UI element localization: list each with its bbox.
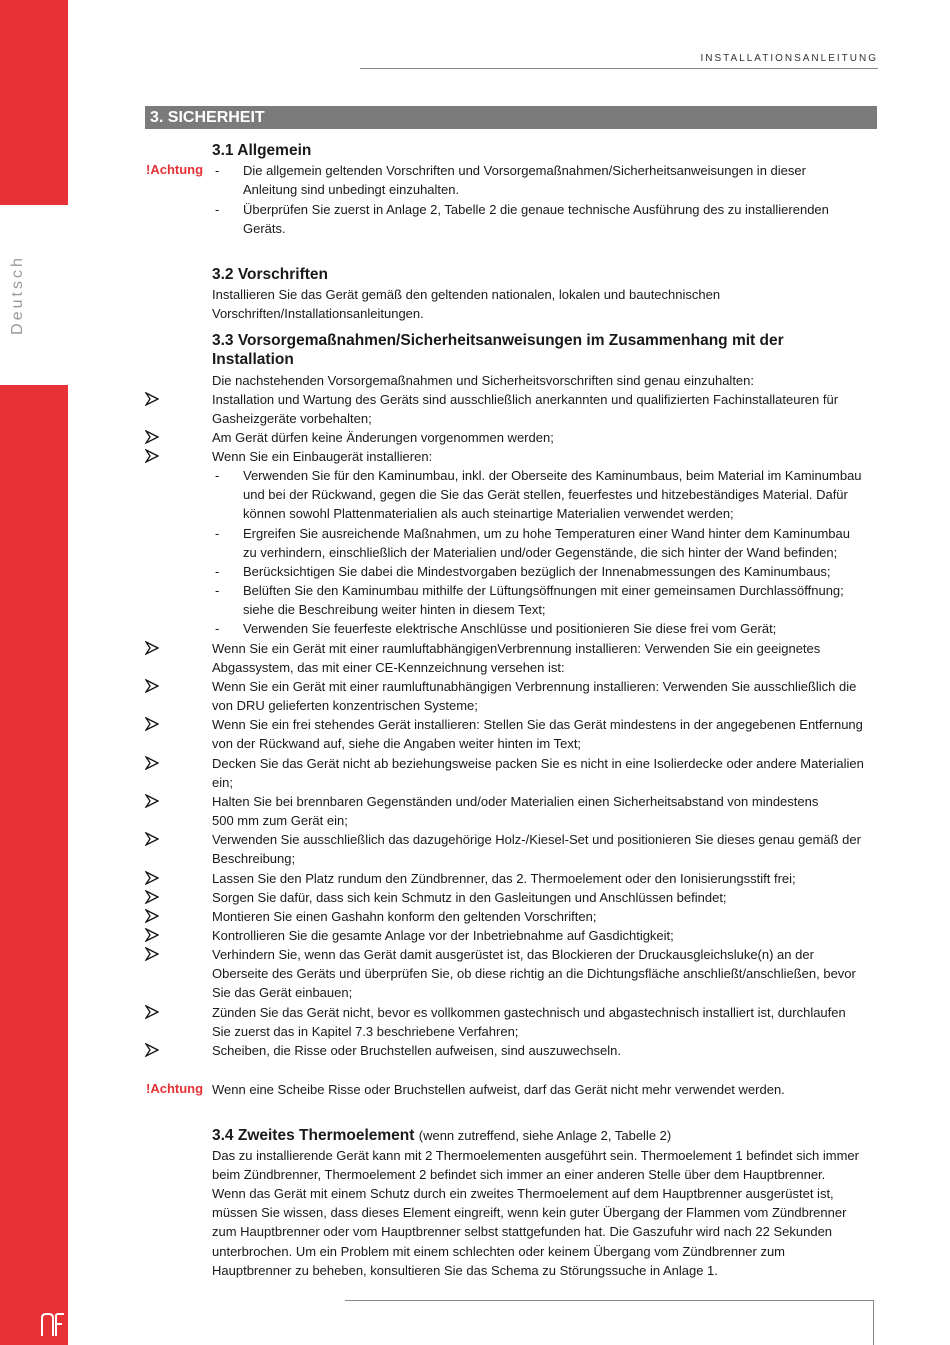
text-line: Zünden Sie das Gerät nicht, bevor es vollkommen gastechnisch und abgastechnisch installiert ist, durchlaufen bbox=[212, 1005, 846, 1020]
text-line: Scheiben, die Risse oder Bruchstellen aufweisen, sind auszuwechseln. bbox=[212, 1043, 622, 1058]
arrowhead-bullet-icon bbox=[145, 430, 159, 444]
arrowhead-bullet-icon bbox=[145, 641, 159, 655]
arrowhead-bullet-icon bbox=[145, 909, 159, 923]
text-line: Installation und Wartung des Geräts sind ausschließlich anerkannten und qualifizierten Fachinstallateuren für bbox=[212, 392, 839, 407]
text-line: Am Gerät dürfen keine Änderungen vorgenommen werden; bbox=[212, 430, 554, 445]
arrowhead-bullet-icon bbox=[145, 890, 159, 904]
sidebar-accent-top bbox=[0, 0, 68, 205]
text-line: Halten Sie bei brennbaren Gegenständen und/oder Materialien einen Sicherheitsabstand von mindestens bbox=[212, 794, 819, 809]
arrowhead-bullet-icon bbox=[145, 449, 159, 463]
text-line: Verhindern Sie, wenn das Gerät damit ausgerüstet ist, das Blockieren der Druckausgleichsluke(n) an der bbox=[212, 947, 814, 962]
dash-bullet: - bbox=[215, 468, 220, 483]
text-line: ein; bbox=[212, 775, 233, 790]
footer-rule-vertical bbox=[873, 1300, 874, 1345]
text-line: siehe die Beschreibung weiter hinten in diesem Text; bbox=[243, 602, 546, 617]
warning-label: !Achtung bbox=[146, 162, 204, 177]
text-line: Das zu installierende Gerät kann mit 2 Thermoelementen ausgeführt sein. Thermoelement 1 befindet sich immer bbox=[212, 1148, 859, 1163]
arrowhead-bullet-icon bbox=[145, 794, 159, 808]
text-line: Beschreibung; bbox=[212, 851, 296, 866]
dash-bullet: - bbox=[215, 526, 220, 541]
section-title: 3. SICHERHEIT bbox=[145, 106, 877, 129]
arrowhead-bullet-icon bbox=[145, 928, 159, 942]
text-line: Sorgen Sie dafür, dass sich kein Schmutz in den Gasleitungen und Anschlüssen befindet; bbox=[212, 890, 727, 905]
document-type: INSTALLATIONSANLEITUNG bbox=[700, 53, 878, 64]
arrowhead-bullet-icon bbox=[145, 947, 159, 961]
text-line: und bei der Rückwand, gegen die Sie das Gerät stellen, feuerfestes und hitzebeständiges Material. Dafür bbox=[243, 487, 848, 502]
header-rule bbox=[360, 68, 878, 69]
heading-3-4-note: (wenn zutreffend, siehe Anlage 2, Tabelle 2) bbox=[418, 1128, 672, 1143]
heading-3-4-title: 3.4 Zweites Thermoelement bbox=[212, 1127, 415, 1144]
text-line: Die allgemein geltenden Vorschriften und Vorsorgemaßnahmen/Sicherheitsanweisungen in dieser bbox=[243, 163, 806, 178]
text-line: Hauptbrenner zu beheben, konsultieren Sie das Schema zu Störungssuche in Anlage 1. bbox=[212, 1263, 718, 1278]
heading-3-3: 3.3 Vorsorgemaßnahmen/Sicherheitsanweisungen im Zusammenhang mit der bbox=[212, 332, 784, 349]
text-line: Verwenden Sie für den Kaminumbau, inkl. der Oberseite des Kaminumbaus, beim Material im Kaminumbau bbox=[243, 468, 862, 483]
dash-bullet: - bbox=[215, 202, 220, 217]
dash-bullet: - bbox=[215, 583, 220, 598]
text-line: Decken Sie das Gerät nicht ab beziehungsweise packen Sie es nicht in eine Isolierdecke oder andere Materialien bbox=[212, 756, 864, 771]
text-line: Oberseite des Geräts und überprüfen Sie, ob diese richtig an die Dichtungsfläche anschließt/anschließen, bevor bbox=[212, 966, 856, 981]
arrowhead-bullet-icon bbox=[145, 1005, 159, 1019]
text-line: von DRU gelieferten konzentrischen Systeme; bbox=[212, 698, 478, 713]
text-line: Wenn das Gerät mit einem Schutz durch ein zweites Thermoelement auf dem Hauptbrenner ausgerüstet ist, bbox=[212, 1186, 834, 1201]
text-line: Sie das Gerät einbauen; bbox=[212, 985, 353, 1000]
text-line: Sie zuerst das in Kapitel 7.3 beschriebene Verfahren; bbox=[212, 1024, 519, 1039]
arrowhead-bullet-icon bbox=[145, 756, 159, 770]
text-line: Wenn Sie ein frei stehendes Gerät installieren: Stellen Sie das Gerät mindestens in der angegebenen Entfernung bbox=[212, 717, 863, 732]
brand-logo-icon bbox=[40, 1312, 66, 1338]
text-line: Die nachstehenden Vorsorgemaßnahmen und Sicherheitsvorschriften sind genau einzuhalten: bbox=[212, 373, 755, 388]
dash-bullet: - bbox=[215, 621, 220, 636]
arrowhead-bullet-icon bbox=[145, 832, 159, 846]
text-line: beim Zündbrenner, Thermoelement 2 befindet sich immer an einer anderen Stelle über dem Hauptbrenner. bbox=[212, 1167, 826, 1182]
text-line: Wenn Sie ein Gerät mit einer raumluftunabhängigen Verbrennung installieren: Verwenden Sie ausschließlich die bbox=[212, 679, 857, 694]
text-line: Wenn Sie ein Gerät mit einer raumluftabhängigenVerbrennung installieren: Verwenden Sie ein geeignetes bbox=[212, 641, 821, 656]
text-line: zum Hauptbrenner oder vom Hauptbrenner selbst stattgefunden hat. Die Gaszufuhr wird nach 22 Sekunden bbox=[212, 1224, 833, 1239]
heading-3-4 bbox=[212, 1126, 671, 1145]
sidebar-accent-bottom bbox=[0, 385, 68, 1345]
arrowhead-bullet-icon bbox=[145, 392, 159, 406]
text-line: Anleitung sind unbedingt einzuhalten. bbox=[243, 182, 460, 197]
text-line: Berücksichtigen Sie dabei die Mindestvorgaben bezüglich der Innenabmessungen des Kaminumbaus; bbox=[243, 564, 831, 579]
text-line: Geräts. bbox=[243, 221, 286, 236]
text-line: 500 mm zum Gerät ein; bbox=[212, 813, 348, 828]
dash-bullet: - bbox=[215, 564, 220, 579]
text-line: zu verhindern, einschließlich der Materialien und/oder Gegenstände, die sich hinter der Wand befinden; bbox=[243, 545, 838, 560]
arrowhead-bullet-icon bbox=[145, 1043, 159, 1057]
warning-label: !Achtung bbox=[146, 1081, 204, 1096]
text-line: Abgassystem, das mit einer CE-Kennzeichnung versehen ist: bbox=[212, 660, 565, 675]
dash-bullet: - bbox=[215, 163, 220, 178]
text-line: Gasheizgeräte vorbehalten; bbox=[212, 411, 372, 426]
text-line: müssen Sie wissen, dass dieses Element eingreift, wenn kein guter Übergang der Flammen vom Zündbrenner bbox=[212, 1205, 847, 1220]
text-line: Belüften Sie den Kaminumbau mithilfe der Lüftungsöffnungen mit einer gemeinsamen Durchlassöffnung; bbox=[243, 583, 844, 598]
text-line: Überprüfen Sie zuerst in Anlage 2, Tabelle 2 die genaue technische Ausführung des zu installierenden bbox=[243, 202, 829, 217]
arrowhead-bullet-icon bbox=[145, 679, 159, 693]
footer-rule bbox=[345, 1300, 874, 1301]
warning-text: Wenn eine Scheibe Risse oder Bruchstellen aufweist, darf das Gerät nicht mehr verwendet werden. bbox=[212, 1082, 785, 1097]
heading-3-3-cont: Installation bbox=[212, 351, 294, 368]
heading-3-1: 3.1 Allgemein bbox=[212, 142, 312, 159]
arrowhead-bullet-icon bbox=[145, 871, 159, 885]
text-line: Verwenden Sie feuerfeste elektrische Anschlüsse und positionieren Sie diese frei vom Gerät; bbox=[243, 621, 777, 636]
text-line: Lassen Sie den Platz rundum den Zündbrenner, das 2. Thermoelement oder den Ionisierungsstift frei; bbox=[212, 871, 796, 886]
text-line: Montieren Sie einen Gashahn konform den geltenden Vorschriften; bbox=[212, 909, 597, 924]
text-line: von der Rückwand auf, siehe die Angaben weiter hinten im Text; bbox=[212, 736, 582, 751]
text-line: können sowohl Plattenmaterialien als auch steinartige Materialien verwendet werden; bbox=[243, 506, 734, 521]
text-line: Wenn Sie ein Einbaugerät installieren: bbox=[212, 449, 433, 464]
arrowhead-bullet-icon bbox=[145, 717, 159, 731]
heading-3-2: 3.2 Vorschriften bbox=[212, 266, 329, 283]
text-line: Installieren Sie das Gerät gemäß den geltenden nationalen, lokalen und bautechnischen bbox=[212, 287, 721, 302]
text-line: Ergreifen Sie ausreichende Maßnahmen, um zu hohe Temperaturen einer Wand hinter dem Kaminumbau bbox=[243, 526, 851, 541]
text-line: Kontrollieren Sie die gesamte Anlage vor der Inbetriebnahme auf Gasdichtigkeit; bbox=[212, 928, 674, 943]
text-line: unterbrochen. Um ein Problem mit einem schlechten oder keinem Übergang vom Zündbrenner zum bbox=[212, 1244, 786, 1259]
text-line: Verwenden Sie ausschließlich das dazugehörige Holz-/Kiesel-Set und positionieren Sie dieses genau gemäß der bbox=[212, 832, 861, 847]
text-line: Vorschriften/Installationsanleitungen. bbox=[212, 306, 424, 321]
language-label: Deutsch bbox=[9, 255, 26, 335]
